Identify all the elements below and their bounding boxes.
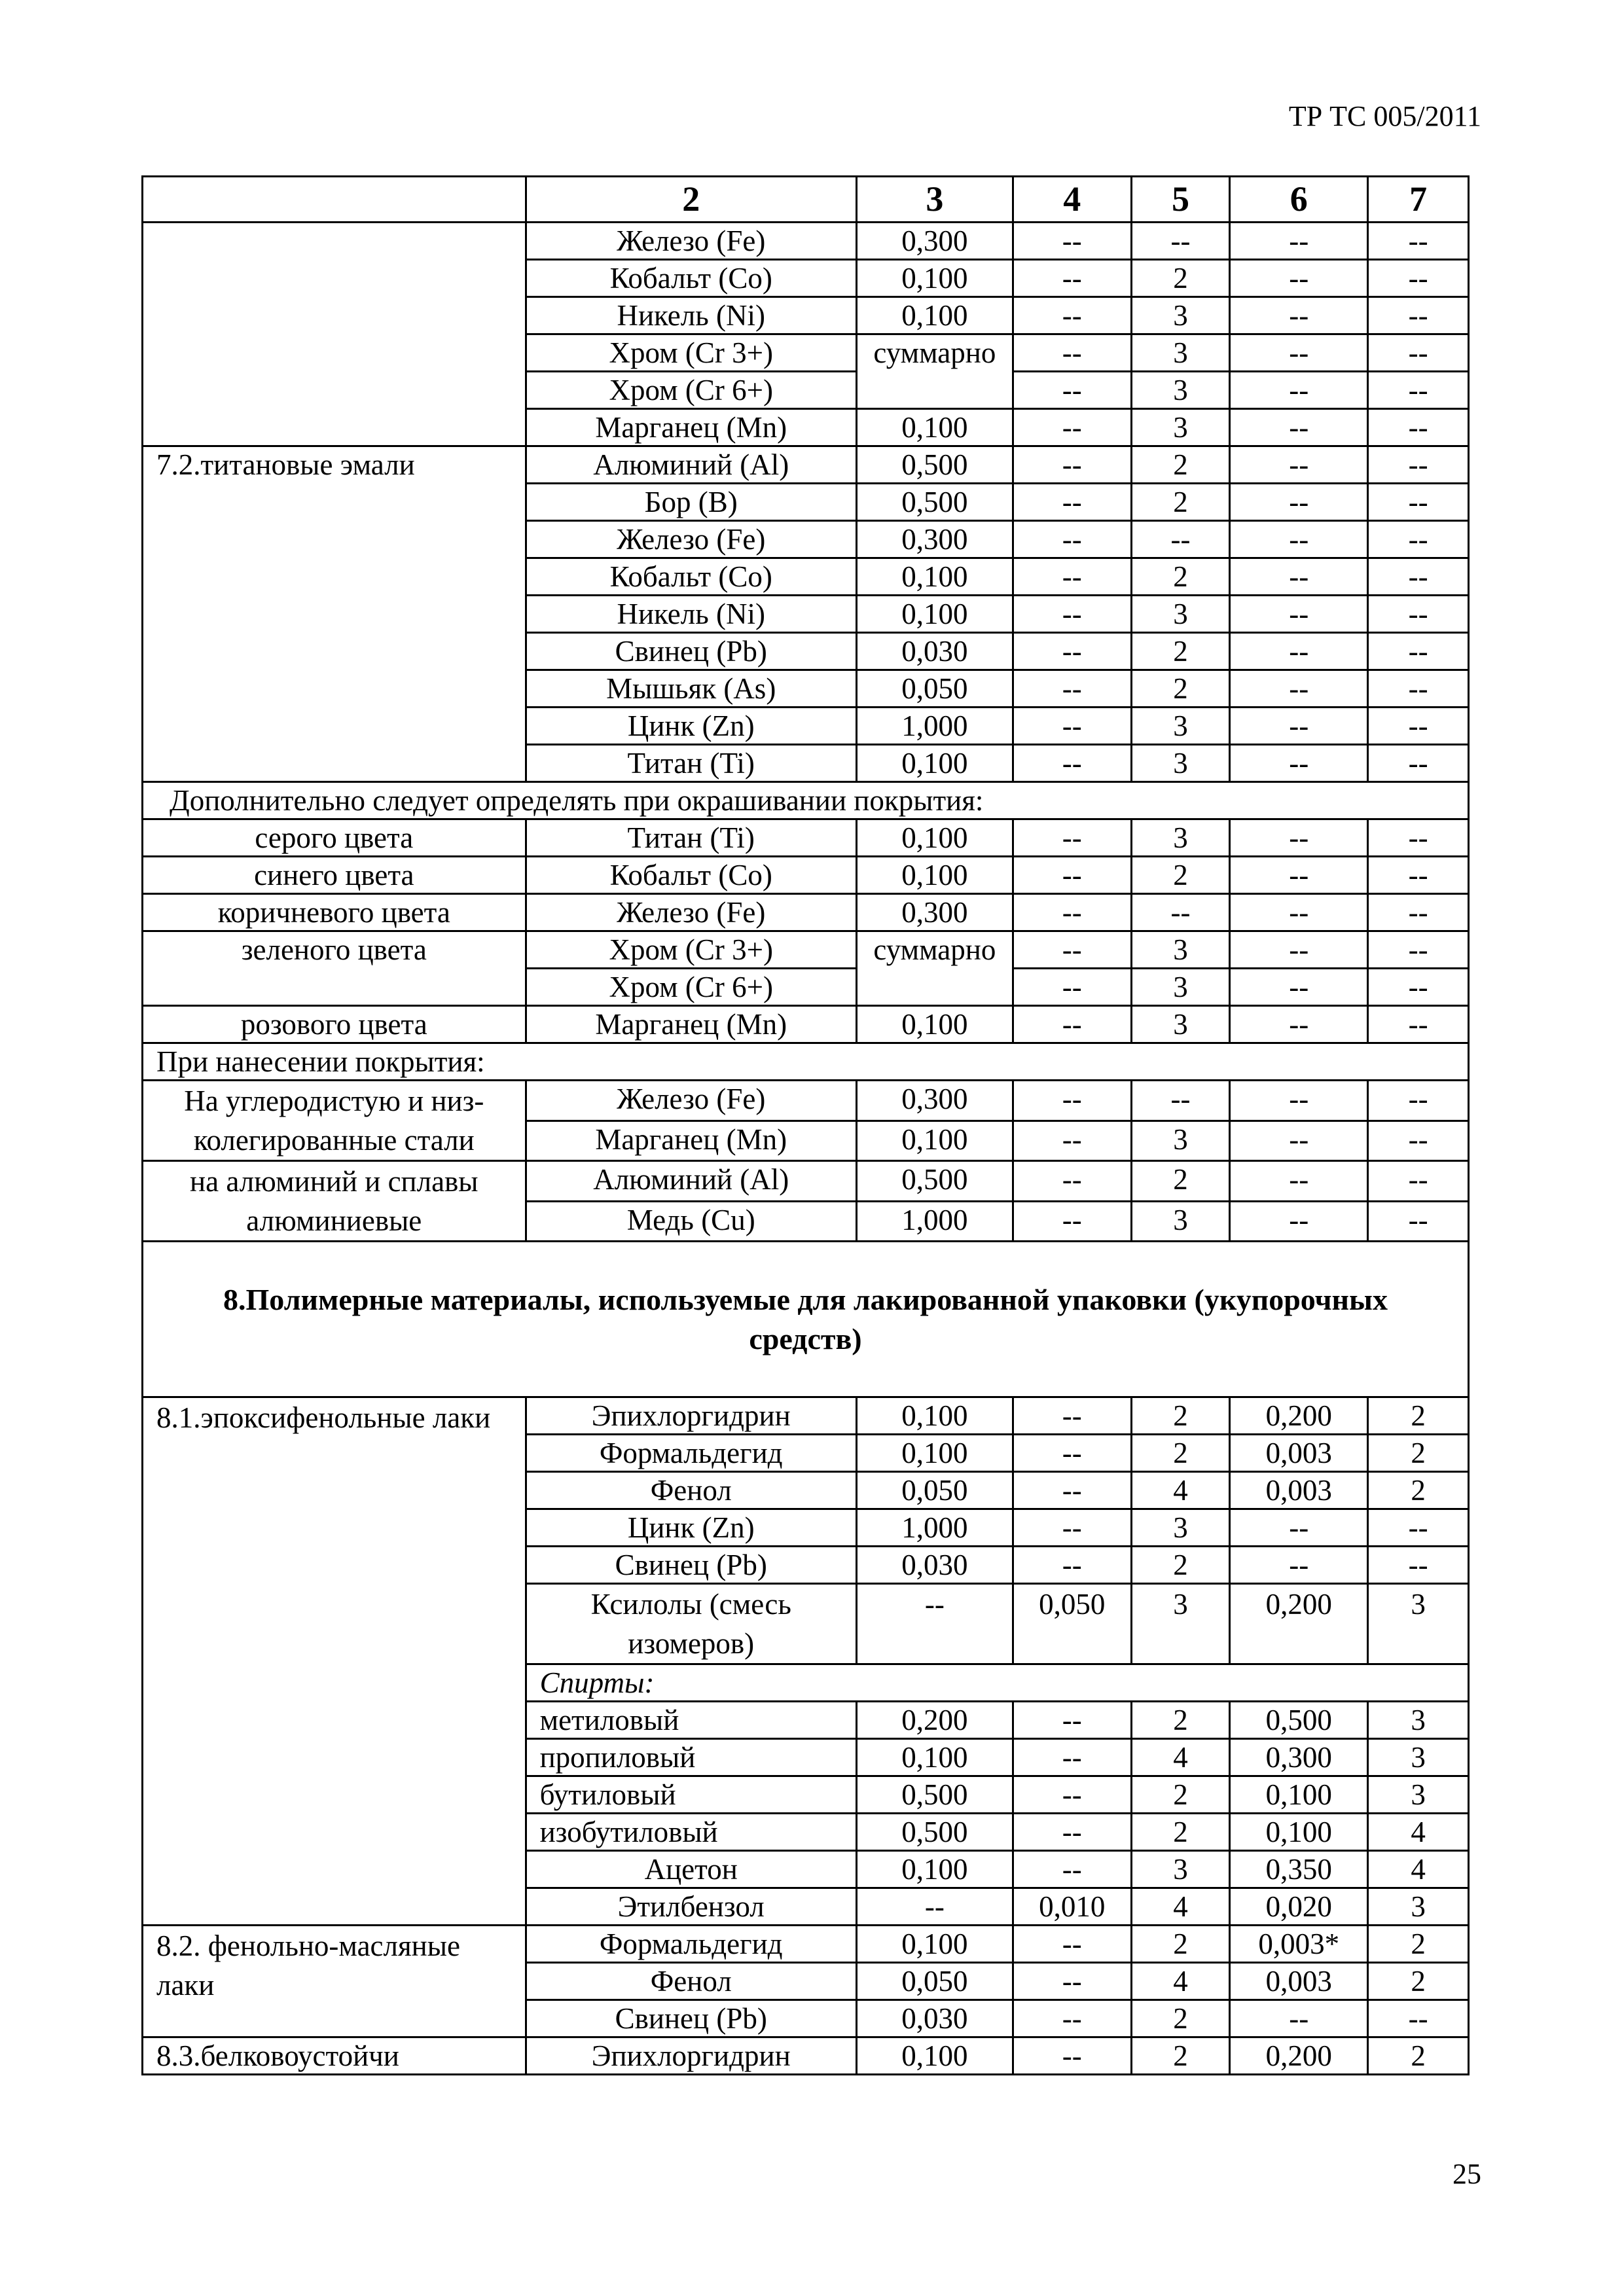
column-header: 3 — [856, 177, 1013, 223]
value-cell: -- — [1013, 931, 1131, 969]
table-row — [143, 857, 1469, 894]
value-cell: 0,100 — [856, 819, 1013, 857]
value-cell: -- — [1013, 1963, 1131, 2000]
value-cell: 3 — [1368, 1888, 1469, 1926]
substance-cell: Эпихлоргидрин — [526, 2037, 856, 2075]
value-cell: 0,300 — [856, 894, 1013, 931]
value-cell: 1,000 — [856, 1509, 1013, 1547]
value-cell: 1,000 — [856, 1201, 1013, 1242]
value-cell: 3 — [1368, 1584, 1469, 1664]
value-cell: 2 — [1131, 558, 1230, 596]
value-cell: -- — [1230, 1006, 1368, 1043]
value-cell: 0,020 — [1230, 1888, 1368, 1926]
value-cell: 0,003 — [1230, 1472, 1368, 1509]
value-cell: -- — [1230, 484, 1368, 521]
value-cell: 2 — [1368, 1926, 1469, 1963]
value-cell: -- — [1013, 1161, 1131, 1202]
value-cell: 2 — [1131, 2037, 1230, 2075]
value-cell: -- — [1013, 1397, 1131, 1435]
value-cell: -- — [1013, 446, 1131, 484]
value-cell: 0,030 — [856, 633, 1013, 670]
value-cell: -- — [1013, 1006, 1131, 1043]
value-cell: 3 — [1131, 1509, 1230, 1547]
table-row — [143, 1081, 1469, 1121]
value-cell: 3 — [1368, 1776, 1469, 1814]
value-cell: 2 — [1368, 1963, 1469, 2000]
substance-cell: Эпихлоргидрин — [526, 1397, 856, 1435]
value-cell: 0,100 — [856, 2037, 1013, 2075]
value-cell: -- — [1230, 558, 1368, 596]
value-cell: -- — [1230, 521, 1368, 558]
value-cell: -- — [1230, 1161, 1368, 1202]
table-row — [143, 1397, 1469, 1435]
value-cell: -- — [1013, 857, 1131, 894]
value-cell: -- — [1131, 1081, 1230, 1121]
value-cell: 2 — [1131, 260, 1230, 297]
value-cell: -- — [1230, 260, 1368, 297]
value-cell: 4 — [1131, 1739, 1230, 1776]
value-cell: 4 — [1131, 1888, 1230, 1926]
value-cell: -- — [1230, 297, 1368, 334]
substance-cell: Ацетон — [526, 1851, 856, 1888]
value-cell: -- — [1013, 1081, 1131, 1121]
value-cell: 3 — [1131, 372, 1230, 409]
category-cell — [143, 223, 526, 446]
table-header-row — [143, 177, 1469, 223]
note-row — [143, 1043, 1469, 1081]
value-cell: 3 — [1131, 334, 1230, 372]
value-cell: 0,100 — [856, 558, 1013, 596]
value-cell: -- — [1368, 708, 1469, 745]
substance-cell: бутиловый — [526, 1776, 856, 1814]
value-cell: 2 — [1131, 1397, 1230, 1435]
value-cell: 2 — [1131, 2000, 1230, 2037]
value-cell: -- — [1230, 409, 1368, 446]
value-cell: 0,100 — [856, 745, 1013, 782]
value-cell: -- — [1230, 894, 1368, 931]
category-cell: 7.2.титановые эмали — [143, 446, 526, 782]
substance-cell: Цинк (Zn) — [526, 708, 856, 745]
value-cell: 2 — [1131, 446, 1230, 484]
value-cell: -- — [1013, 1739, 1131, 1776]
value-cell: -- — [1368, 857, 1469, 894]
table-row — [143, 446, 1469, 484]
value-cell: 0,003 — [1230, 1435, 1368, 1472]
value-cell: -- — [1230, 446, 1368, 484]
substance-cell: Марганец (Mn) — [526, 1006, 856, 1043]
value-cell: -- — [1230, 745, 1368, 782]
value-cell: -- — [1013, 1702, 1131, 1739]
value-cell: 0,010 — [1013, 1888, 1131, 1926]
value-cell: -- — [1230, 1121, 1368, 1161]
value-cell: -- — [1013, 894, 1131, 931]
document-code: ТР ТС 005/2011 — [1288, 100, 1481, 132]
value-cell: 0,100 — [856, 297, 1013, 334]
note-cell: Дополнительно следует определять при окрашивании покрытия: — [143, 782, 1469, 819]
value-cell: -- — [1013, 708, 1131, 745]
value-cell: 3 — [1131, 1584, 1230, 1664]
value-cell: 0,003 — [1230, 1963, 1368, 2000]
value-cell: -- — [1013, 297, 1131, 334]
value-cell: -- — [1368, 521, 1469, 558]
value-cell: -- — [1013, 596, 1131, 633]
substance-cell: Кобальт (Co) — [526, 857, 856, 894]
value-cell: суммарно — [856, 334, 1013, 409]
value-cell: -- — [1013, 969, 1131, 1006]
value-cell: -- — [1230, 969, 1368, 1006]
value-cell: 3 — [1131, 596, 1230, 633]
substance-cell: Фенол — [526, 1472, 856, 1509]
category-cell: коричневого цвета — [143, 894, 526, 931]
value-cell: -- — [1230, 670, 1368, 708]
value-cell: -- — [1368, 558, 1469, 596]
value-cell: 2 — [1131, 670, 1230, 708]
value-cell: 2 — [1131, 857, 1230, 894]
value-cell: 1,000 — [856, 708, 1013, 745]
category-cell: 8.2. фенольно-масляные лаки — [143, 1926, 526, 2037]
value-cell: 0,500 — [856, 484, 1013, 521]
table-row — [143, 931, 1469, 969]
value-cell: -- — [1368, 223, 1469, 260]
value-cell: -- — [1013, 745, 1131, 782]
value-cell: -- — [1368, 260, 1469, 297]
value-cell: -- — [1368, 2000, 1469, 2037]
value-cell: 3 — [1368, 1739, 1469, 1776]
value-cell: 2 — [1131, 1814, 1230, 1851]
value-cell: -- — [1368, 969, 1469, 1006]
value-cell: 3 — [1131, 708, 1230, 745]
value-cell: -- — [1368, 1121, 1469, 1161]
value-cell: 2 — [1131, 633, 1230, 670]
value-cell: 3 — [1368, 1702, 1469, 1739]
value-cell: -- — [1131, 223, 1230, 260]
value-cell: 0,050 — [1013, 1584, 1131, 1664]
value-cell: -- — [1131, 894, 1230, 931]
value-cell: -- — [1013, 1435, 1131, 1472]
value-cell: 3 — [1131, 931, 1230, 969]
column-header: 2 — [526, 177, 856, 223]
value-cell: -- — [1013, 1926, 1131, 1963]
value-cell: -- — [1230, 334, 1368, 372]
value-cell: -- — [1368, 819, 1469, 857]
value-cell: 3 — [1131, 969, 1230, 1006]
value-cell: 0,500 — [856, 446, 1013, 484]
value-cell: -- — [1230, 1547, 1368, 1584]
category-cell: 8.1.эпоксифенольные лаки — [143, 1397, 526, 1926]
substance-cell: Формальдегид — [526, 1435, 856, 1472]
value-cell: 3 — [1131, 1121, 1230, 1161]
value-cell: -- — [1230, 2000, 1368, 2037]
value-cell: -- — [1368, 1509, 1469, 1547]
substance-cell: Этилбензол — [526, 1888, 856, 1926]
value-cell: -- — [1013, 1776, 1131, 1814]
value-cell: 2 — [1131, 1161, 1230, 1202]
subheader-cell: Спирты: — [526, 1664, 1468, 1702]
substance-cell: метиловый — [526, 1702, 856, 1739]
value-cell: 2 — [1131, 1926, 1230, 1963]
column-header: 6 — [1230, 177, 1368, 223]
substance-cell: Медь (Cu) — [526, 1201, 856, 1242]
hygiene-requirements-table — [141, 175, 1470, 2075]
value-cell: 4 — [1368, 1851, 1469, 1888]
substance-cell: Железо (Fe) — [526, 1081, 856, 1121]
value-cell: -- — [1368, 409, 1469, 446]
value-cell: 2 — [1368, 1397, 1469, 1435]
column-header: 5 — [1131, 177, 1230, 223]
value-cell: 0,100 — [856, 1006, 1013, 1043]
value-cell: -- — [1013, 223, 1131, 260]
value-cell: 2 — [1131, 1776, 1230, 1814]
value-cell: 2 — [1131, 1702, 1230, 1739]
value-cell: -- — [1013, 633, 1131, 670]
value-cell: 0,100 — [856, 1851, 1013, 1888]
value-cell: -- — [1013, 2037, 1131, 2075]
substance-cell: Фенол — [526, 1963, 856, 2000]
value-cell: 0,300 — [1230, 1739, 1368, 1776]
substance-cell: Кобальт (Co) — [526, 260, 856, 297]
value-cell: -- — [1013, 819, 1131, 857]
value-cell: 0,100 — [856, 1739, 1013, 1776]
value-cell: 0,300 — [856, 223, 1013, 260]
table-row — [143, 819, 1469, 857]
value-cell: 2 — [1131, 1435, 1230, 1472]
value-cell: -- — [1368, 1006, 1469, 1043]
value-cell: -- — [1368, 931, 1469, 969]
substance-cell: Хром (Cr 3+) — [526, 334, 856, 372]
value-cell: 0,200 — [1230, 2037, 1368, 2075]
value-cell: 2 — [1368, 2037, 1469, 2075]
category-cell: зеленого цвета — [143, 931, 526, 1006]
substance-cell: Бор (B) — [526, 484, 856, 521]
category-cell: синего цвета — [143, 857, 526, 894]
value-cell: 0,350 — [1230, 1851, 1368, 1888]
value-cell: 3 — [1131, 409, 1230, 446]
value-cell: 0,030 — [856, 2000, 1013, 2037]
value-cell: -- — [1013, 1472, 1131, 1509]
substance-cell: Цинк (Zn) — [526, 1509, 856, 1547]
substance-cell: изобутиловый — [526, 1814, 856, 1851]
value-cell: -- — [1230, 819, 1368, 857]
value-cell: 0,200 — [856, 1702, 1013, 1739]
value-cell: 4 — [1368, 1814, 1469, 1851]
value-cell: -- — [1013, 409, 1131, 446]
value-cell: 0,500 — [856, 1776, 1013, 1814]
value-cell: 0,100 — [856, 409, 1013, 446]
table-row — [143, 1926, 1469, 1963]
value-cell: 0,100 — [1230, 1814, 1368, 1851]
value-cell: -- — [1230, 223, 1368, 260]
value-cell: -- — [1368, 334, 1469, 372]
value-cell: 0,050 — [856, 670, 1013, 708]
substance-cell: Хром (Cr 6+) — [526, 969, 856, 1006]
value-cell: 0,100 — [856, 1397, 1013, 1435]
category-cell: На углеродистую и низ-колегированные стали — [143, 1081, 526, 1161]
value-cell: 0,500 — [856, 1814, 1013, 1851]
value-cell: 2 — [1368, 1472, 1469, 1509]
value-cell: 0,100 — [856, 1435, 1013, 1472]
category-cell: розового цвета — [143, 1006, 526, 1043]
substance-cell: Хром (Cr 3+) — [526, 931, 856, 969]
value-cell: -- — [1013, 1509, 1131, 1547]
value-cell: -- — [1013, 670, 1131, 708]
value-cell: -- — [1368, 484, 1469, 521]
value-cell: -- — [1013, 334, 1131, 372]
value-cell: 2 — [1368, 1435, 1469, 1472]
value-cell: 0,500 — [856, 1161, 1013, 1202]
value-cell: 0,100 — [856, 260, 1013, 297]
value-cell: 0,200 — [1230, 1584, 1368, 1664]
table-row — [143, 894, 1469, 931]
value-cell: -- — [1368, 670, 1469, 708]
substance-cell: Алюминий (Al) — [526, 1161, 856, 1202]
column-header: 7 — [1368, 177, 1469, 223]
substance-cell: Железо (Fe) — [526, 223, 856, 260]
value-cell: -- — [1013, 1547, 1131, 1584]
substance-cell: Никель (Ni) — [526, 297, 856, 334]
substance-cell: Свинец (Pb) — [526, 2000, 856, 2037]
value-cell: 3 — [1131, 745, 1230, 782]
substance-cell: Марганец (Mn) — [526, 409, 856, 446]
substance-cell: Железо (Fe) — [526, 521, 856, 558]
value-cell: -- — [1368, 372, 1469, 409]
value-cell: -- — [1368, 446, 1469, 484]
value-cell: 0,050 — [856, 1472, 1013, 1509]
substance-cell: Мышьяк (As) — [526, 670, 856, 708]
value-cell: 0,050 — [856, 1963, 1013, 2000]
substance-cell: Свинец (Pb) — [526, 633, 856, 670]
value-cell: -- — [1230, 708, 1368, 745]
value-cell: 2 — [1131, 484, 1230, 521]
value-cell: 0,300 — [856, 521, 1013, 558]
value-cell: -- — [1230, 633, 1368, 670]
value-cell: -- — [1368, 633, 1469, 670]
section-row — [143, 1242, 1469, 1397]
substance-cell: Кобальт (Co) — [526, 558, 856, 596]
value-cell: суммарно — [856, 931, 1013, 1006]
value-cell: -- — [1013, 1851, 1131, 1888]
note-cell: При нанесении покрытия: — [143, 1043, 1469, 1081]
value-cell: 0,100 — [1230, 1776, 1368, 1814]
substance-cell: Ксилолы (смесь изомеров) — [526, 1584, 856, 1664]
value-cell: -- — [1368, 1547, 1469, 1584]
value-cell: 3 — [1131, 1851, 1230, 1888]
value-cell: 4 — [1131, 1963, 1230, 2000]
value-cell: -- — [1013, 521, 1131, 558]
substance-cell: Титан (Ti) — [526, 745, 856, 782]
value-cell: -- — [1230, 372, 1368, 409]
value-cell: 3 — [1131, 1201, 1230, 1242]
category-cell: 8.3.белковоустойчи — [143, 2037, 526, 2075]
value-cell: -- — [1230, 857, 1368, 894]
value-cell: 2 — [1131, 1547, 1230, 1584]
table-row — [143, 1161, 1469, 1202]
category-cell: серого цвета — [143, 819, 526, 857]
value-cell: -- — [1230, 1201, 1368, 1242]
value-cell: -- — [1230, 931, 1368, 969]
value-cell: 3 — [1131, 819, 1230, 857]
value-cell: -- — [856, 1584, 1013, 1664]
value-cell: -- — [1013, 1201, 1131, 1242]
value-cell: -- — [856, 1888, 1013, 1926]
column-header — [143, 177, 526, 223]
value-cell: 0,500 — [1230, 1702, 1368, 1739]
value-cell: -- — [1230, 1081, 1368, 1121]
table-row — [143, 223, 1469, 260]
value-cell: 0,200 — [1230, 1397, 1368, 1435]
section-title: 8.Полимерные материалы, используемые для лакированной упаковки (укупорочных средств) — [143, 1242, 1469, 1397]
substance-cell: пропиловый — [526, 1739, 856, 1776]
category-cell: на алюминий и сплавы алюминиевые — [143, 1161, 526, 1242]
value-cell: -- — [1013, 484, 1131, 521]
column-header: 4 — [1013, 177, 1131, 223]
note-row — [143, 782, 1469, 819]
value-cell: -- — [1368, 297, 1469, 334]
substance-cell: Железо (Fe) — [526, 894, 856, 931]
value-cell: -- — [1013, 1814, 1131, 1851]
value-cell: 3 — [1131, 297, 1230, 334]
value-cell: -- — [1230, 596, 1368, 633]
value-cell: -- — [1368, 745, 1469, 782]
substance-cell: Марганец (Mn) — [526, 1121, 856, 1161]
value-cell: -- — [1013, 260, 1131, 297]
table-row — [143, 1006, 1469, 1043]
value-cell: 0,100 — [856, 1121, 1013, 1161]
value-cell: -- — [1368, 1161, 1469, 1202]
value-cell: 0,030 — [856, 1547, 1013, 1584]
substance-cell: Формальдегид — [526, 1926, 856, 1963]
substance-cell: Свинец (Pb) — [526, 1547, 856, 1584]
value-cell: 4 — [1131, 1472, 1230, 1509]
substance-cell: Никель (Ni) — [526, 596, 856, 633]
value-cell: -- — [1013, 372, 1131, 409]
value-cell: -- — [1368, 1081, 1469, 1121]
value-cell: 0,300 — [856, 1081, 1013, 1121]
value-cell: 3 — [1131, 1006, 1230, 1043]
value-cell: -- — [1368, 596, 1469, 633]
value-cell: 0,100 — [856, 857, 1013, 894]
substance-cell: Титан (Ti) — [526, 819, 856, 857]
value-cell: 0,100 — [856, 596, 1013, 633]
value-cell: 0,003* — [1230, 1926, 1368, 1963]
value-cell: -- — [1131, 521, 1230, 558]
substance-cell: Алюминий (Al) — [526, 446, 856, 484]
value-cell: -- — [1230, 1509, 1368, 1547]
value-cell: -- — [1013, 558, 1131, 596]
value-cell: -- — [1013, 2000, 1131, 2037]
value-cell: 0,100 — [856, 1926, 1013, 1963]
table-row — [143, 2037, 1469, 2075]
page-number: 25 — [1453, 2158, 1481, 2190]
value-cell: -- — [1013, 1121, 1131, 1161]
substance-cell: Хром (Cr 6+) — [526, 372, 856, 409]
value-cell: -- — [1368, 894, 1469, 931]
value-cell: -- — [1368, 1201, 1469, 1242]
